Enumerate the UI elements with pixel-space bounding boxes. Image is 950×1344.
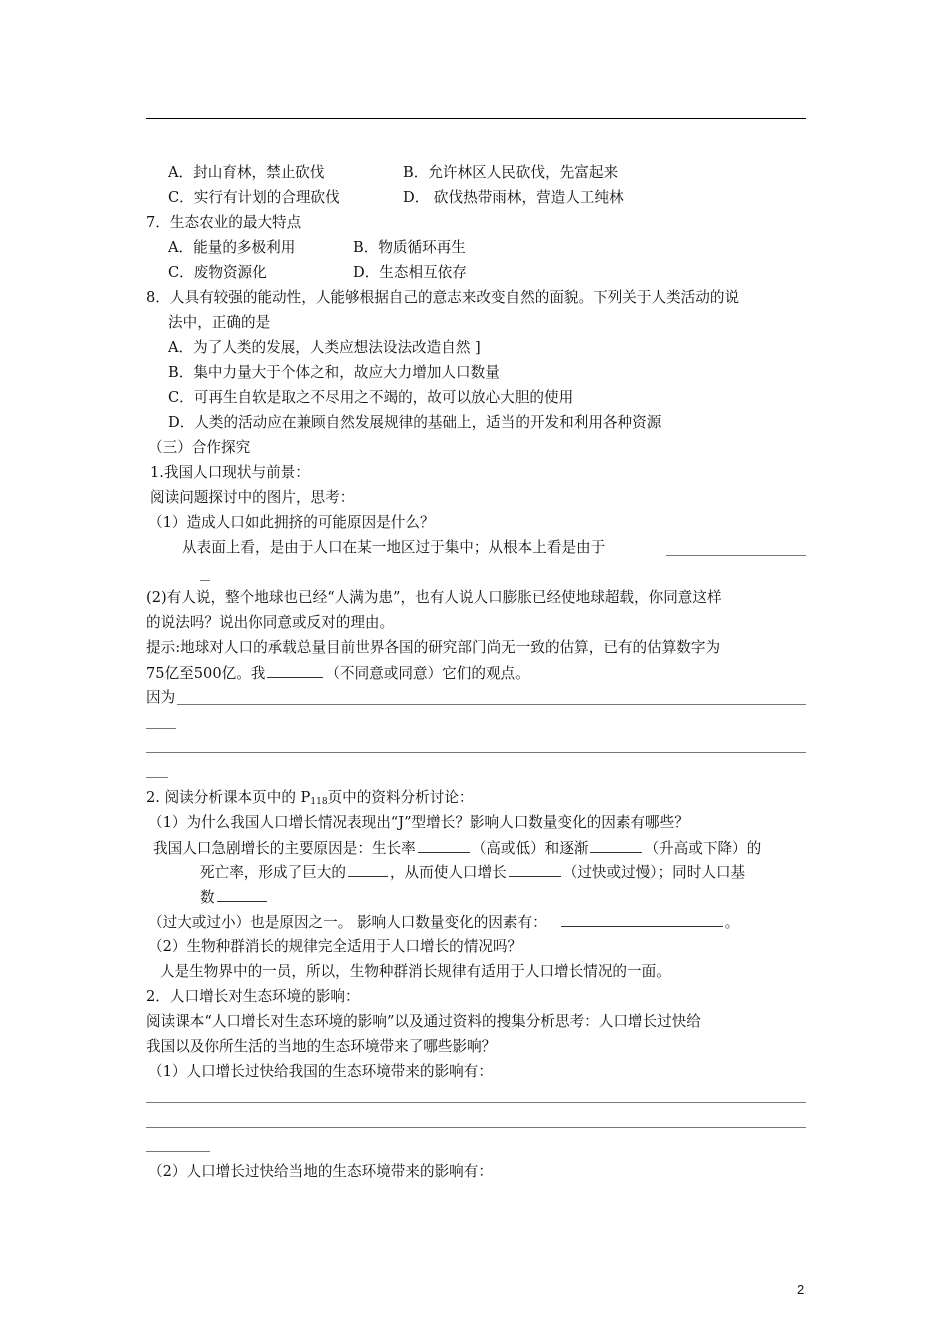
q7-option-d: D．生态相互依存 xyxy=(353,264,467,281)
q7-option-c: C．废物资源化 xyxy=(168,264,267,281)
item1-question1-answer: 从表面上看，是由于人口在某一地区过于集中；从根本上看是由于 xyxy=(182,539,606,556)
answer-blank-tail[interactable] xyxy=(200,580,210,581)
reason-line-2[interactable] xyxy=(146,752,806,753)
answer-blank[interactable] xyxy=(666,555,806,556)
item2-answer-line1 xyxy=(153,838,761,859)
item2-answer-line3 xyxy=(200,887,269,908)
hint-line1: 提示:地球对人口的承载总量目前世界各国的研究部门尚无一致的估算，已有的估算数字为 xyxy=(146,639,721,656)
q8-option-c: C．可再生自软是取之不尽用之不竭的，故可以放心大胆的使用 xyxy=(168,389,574,406)
item3-title: 2．人口增长对生态环境的影响： xyxy=(146,988,360,1005)
q6-option-a: A．封山育林，禁止砍伐 xyxy=(168,164,325,181)
item2-title xyxy=(146,788,474,812)
because-label: 因为 xyxy=(146,689,176,706)
answer2-part3: （过快或过慢）；同时人口基 xyxy=(562,864,746,881)
q7-option-a: A．能量的多极利用 xyxy=(168,239,296,256)
speed-blank[interactable] xyxy=(509,862,561,877)
item2-answer-line2 xyxy=(200,862,745,883)
item2-question2-answer: 人是生物界中的一员，所以，生物种群消长规律有适用于人口增长情况的一面。 xyxy=(160,963,671,980)
item1-question1: （1）造成人口如此拥挤的可能原因是什么？ xyxy=(148,514,435,531)
impact-line-1[interactable] xyxy=(146,1102,806,1103)
factors-blank[interactable] xyxy=(561,912,723,927)
header-rule xyxy=(146,118,806,119)
reason-line-1-tail[interactable] xyxy=(146,728,176,729)
item2-title-page: 118 xyxy=(310,797,328,807)
section-heading: （三）合作探究 xyxy=(148,439,251,456)
answer3-part1: 数 xyxy=(200,889,215,906)
item1-read: 阅读问题探讨中的图片，思考： xyxy=(150,489,355,506)
item2-question1: （1）为什么我国人口增长情况表现出“J”型增长？影响人口数量变化的因素有哪些？ xyxy=(148,814,689,831)
item2-question2: （2）生物种群消长的规律完全适用于人口增长的情况吗？ xyxy=(148,938,523,955)
q8-option-a: A．为了人类的发展，人类应想法设法改造自然 ] xyxy=(168,339,481,356)
size-blank[interactable] xyxy=(217,887,267,902)
q8-stem-line1: 8．人具有较强的能动性，人能够根据自己的意志来改变自然的面貌。下列关于人类活动的说 xyxy=(146,289,740,306)
reason-line-2-tail[interactable] xyxy=(146,777,168,778)
reason-line-1[interactable] xyxy=(177,704,806,705)
answer2-part1: 死亡率，形成了巨大的 xyxy=(200,864,346,881)
item1-title: 1.我国人口现状与前景： xyxy=(150,464,310,481)
answer1-part1: 我国人口急剧增长的主要原因是：生长率 xyxy=(153,840,416,857)
q6-option-c: C．实行有计划的合理砍伐 xyxy=(168,189,340,206)
base-blank[interactable] xyxy=(348,862,388,877)
answer4-part2: 。 xyxy=(724,914,740,931)
trend-blank[interactable] xyxy=(590,838,642,853)
hint-line2-start: 75亿至500亿。我 xyxy=(146,665,266,682)
item3-question1: （1）人口增长过快给我国的生态环境带来的影响有： xyxy=(148,1063,493,1080)
q6-option-d: D． 砍伐热带雨林，营造人工纯林 xyxy=(403,189,624,206)
item2-answer-line4 xyxy=(148,912,739,933)
growth-rate-blank[interactable] xyxy=(418,838,470,853)
q8-option-b: B．集中力量大于个体之和，故应大力增加人口数量 xyxy=(168,364,500,381)
q8-stem-line2: 法中，正确的是 xyxy=(168,314,271,331)
impact-line-2[interactable] xyxy=(146,1127,806,1128)
item1-question2-line2: 的说法吗？说出你同意或反对的理由。 xyxy=(146,614,395,631)
item1-question2-line1: (2)有人说，整个地球也已经“人满为患”，也有人说人口膨胀已经使地球超载，你同意这样 xyxy=(146,589,722,606)
hint-line2 xyxy=(146,663,530,684)
answer1-part2: （高或低）和逐渐 xyxy=(471,840,589,857)
answer1-part3: （升高或下降）的 xyxy=(644,840,762,857)
item3-read-line2: 我国以及你所生活的当地的生态环境带来了哪些影响？ xyxy=(146,1038,497,1055)
answer4-part1: （过大或过小）也是原因之一。 影响人口数量变化的因素有： xyxy=(148,914,547,931)
agree-blank[interactable] xyxy=(267,663,323,678)
impact-line-3[interactable] xyxy=(146,1151,210,1152)
item2-title-start: 2. 阅读分析课本页中的 P xyxy=(146,789,311,806)
item3-question2: （2）人口增长过快给当地的生态环境带来的影响有： xyxy=(148,1163,493,1180)
answer2-part2: ，从而使人口增长 xyxy=(389,864,507,881)
page-number: 2 xyxy=(797,1282,805,1297)
item2-title-end: 页中的资料分析讨论： xyxy=(327,789,474,806)
q8-option-d: D．人类的活动应在兼顾自然发展规律的基础上，适当的开发和利用各种资源 xyxy=(168,414,662,431)
q6-option-b: B．允许林区人民砍伐，先富起来 xyxy=(403,164,619,181)
item3-read-line1: 阅读课本“人口增长对生态环境的影响”以及通过资料的搜集分析思考：人口增长过快给 xyxy=(146,1013,701,1030)
hint-line2-end: （不同意或同意）它们的观点。 xyxy=(325,665,530,682)
q7-option-b: B．物质循环再生 xyxy=(353,239,466,256)
q7-stem: 7．生态农业的最大特点 xyxy=(146,214,302,231)
